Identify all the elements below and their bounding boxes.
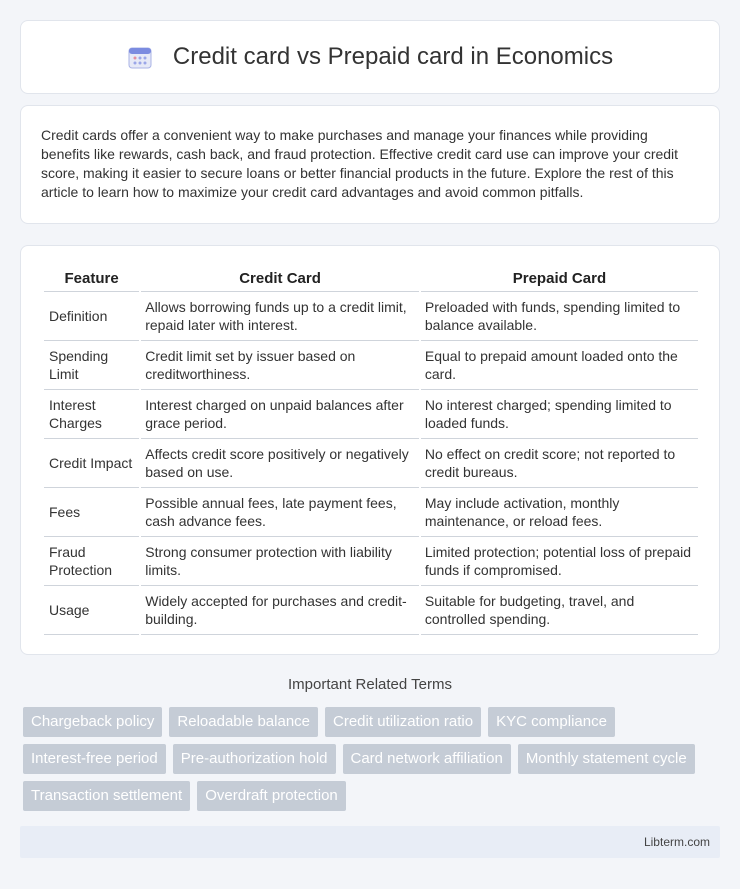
header-feature: Feature <box>44 266 139 292</box>
credit-cell: Possible annual fees, late payment fees, cash advance fees. <box>141 488 419 537</box>
related-terms-list <box>23 707 723 818</box>
header-prepaid-card: Prepaid Card <box>421 266 698 292</box>
term-tag[interactable]: Credit utilization ratio <box>325 707 481 737</box>
prepaid-cell: No interest charged; spending limited to loaded funds. <box>421 390 698 439</box>
feature-cell: Credit Impact <box>44 439 139 488</box>
table-header-row <box>44 266 698 292</box>
related-terms-title: Important Related Terms <box>288 676 452 693</box>
credit-cell: Interest charged on unpaid balances after grace period. <box>141 390 419 439</box>
table-row <box>44 439 698 488</box>
feature-cell: Usage <box>44 586 139 635</box>
table-row <box>44 488 698 537</box>
prepaid-cell: Preloaded with funds, spending limited to balance available. <box>421 292 698 341</box>
feature-cell: Interest Charges <box>44 390 139 439</box>
prepaid-cell: No effect on credit score; not reported to credit bureaus. <box>421 439 698 488</box>
footer <box>20 826 720 858</box>
term-tag[interactable]: Interest-free period <box>23 744 166 774</box>
feature-cell: Fraud Protection <box>44 537 139 586</box>
term-tag[interactable]: Reloadable balance <box>169 707 318 737</box>
feature-cell: Fees <box>44 488 139 537</box>
table-row <box>44 341 698 390</box>
page-title: Credit card vs Prepaid card in Economics <box>172 43 614 70</box>
term-tag[interactable]: Transaction settlement <box>23 781 190 811</box>
term-tag[interactable]: KYC compliance <box>488 707 615 737</box>
credit-cell: Widely accepted for purchases and credit-building. <box>141 586 419 635</box>
credit-cell: Credit limit set by issuer based on creditworthiness. <box>141 341 419 390</box>
prepaid-cell: Limited protection; potential loss of prepaid funds if compromised. <box>421 537 698 586</box>
credit-cell: Allows borrowing funds up to a credit limit, repaid later with interest. <box>141 292 419 341</box>
table-row <box>44 586 698 635</box>
feature-cell: Spending Limit <box>44 341 139 390</box>
term-tag[interactable]: Monthly statement cycle <box>518 744 695 774</box>
intro-card <box>20 105 720 224</box>
term-tag[interactable]: Overdraft protection <box>197 781 346 811</box>
intro-text: Credit cards offer a convenient way to make purchases and manage your finances while providing benefits like rewards, cash back, and fraud protection. Effective credit card use can improve your credit score, making it easier to secure loans or better financial products in the future. Explore the rest of this article to learn how to maximize your credit card advantages and avoid common pitfalls. <box>41 127 679 200</box>
credit-cell: Affects credit score positively or negatively based on use. <box>141 439 419 488</box>
term-tag[interactable]: Card network affiliation <box>343 744 511 774</box>
credit-cell: Strong consumer protection with liability limits. <box>141 537 419 586</box>
term-tag[interactable]: Pre-authorization hold <box>173 744 336 774</box>
term-tag[interactable]: Chargeback policy <box>23 707 162 737</box>
comparison-table <box>42 266 700 635</box>
table-row <box>44 292 698 341</box>
prepaid-cell: Suitable for budgeting, travel, and controlled spending. <box>421 586 698 635</box>
header-credit-card: Credit Card <box>141 266 419 292</box>
prepaid-cell: May include activation, monthly maintenance, or reload fees. <box>421 488 698 537</box>
comparison-card <box>20 245 720 655</box>
header-card <box>20 20 720 94</box>
feature-cell: Definition <box>44 292 139 341</box>
table-row <box>44 537 698 586</box>
prepaid-cell: Equal to prepaid amount loaded onto the card. <box>421 341 698 390</box>
calendar-icon <box>127 44 153 70</box>
footer-link[interactable]: Libterm.com <box>643 835 710 849</box>
table-row <box>44 390 698 439</box>
